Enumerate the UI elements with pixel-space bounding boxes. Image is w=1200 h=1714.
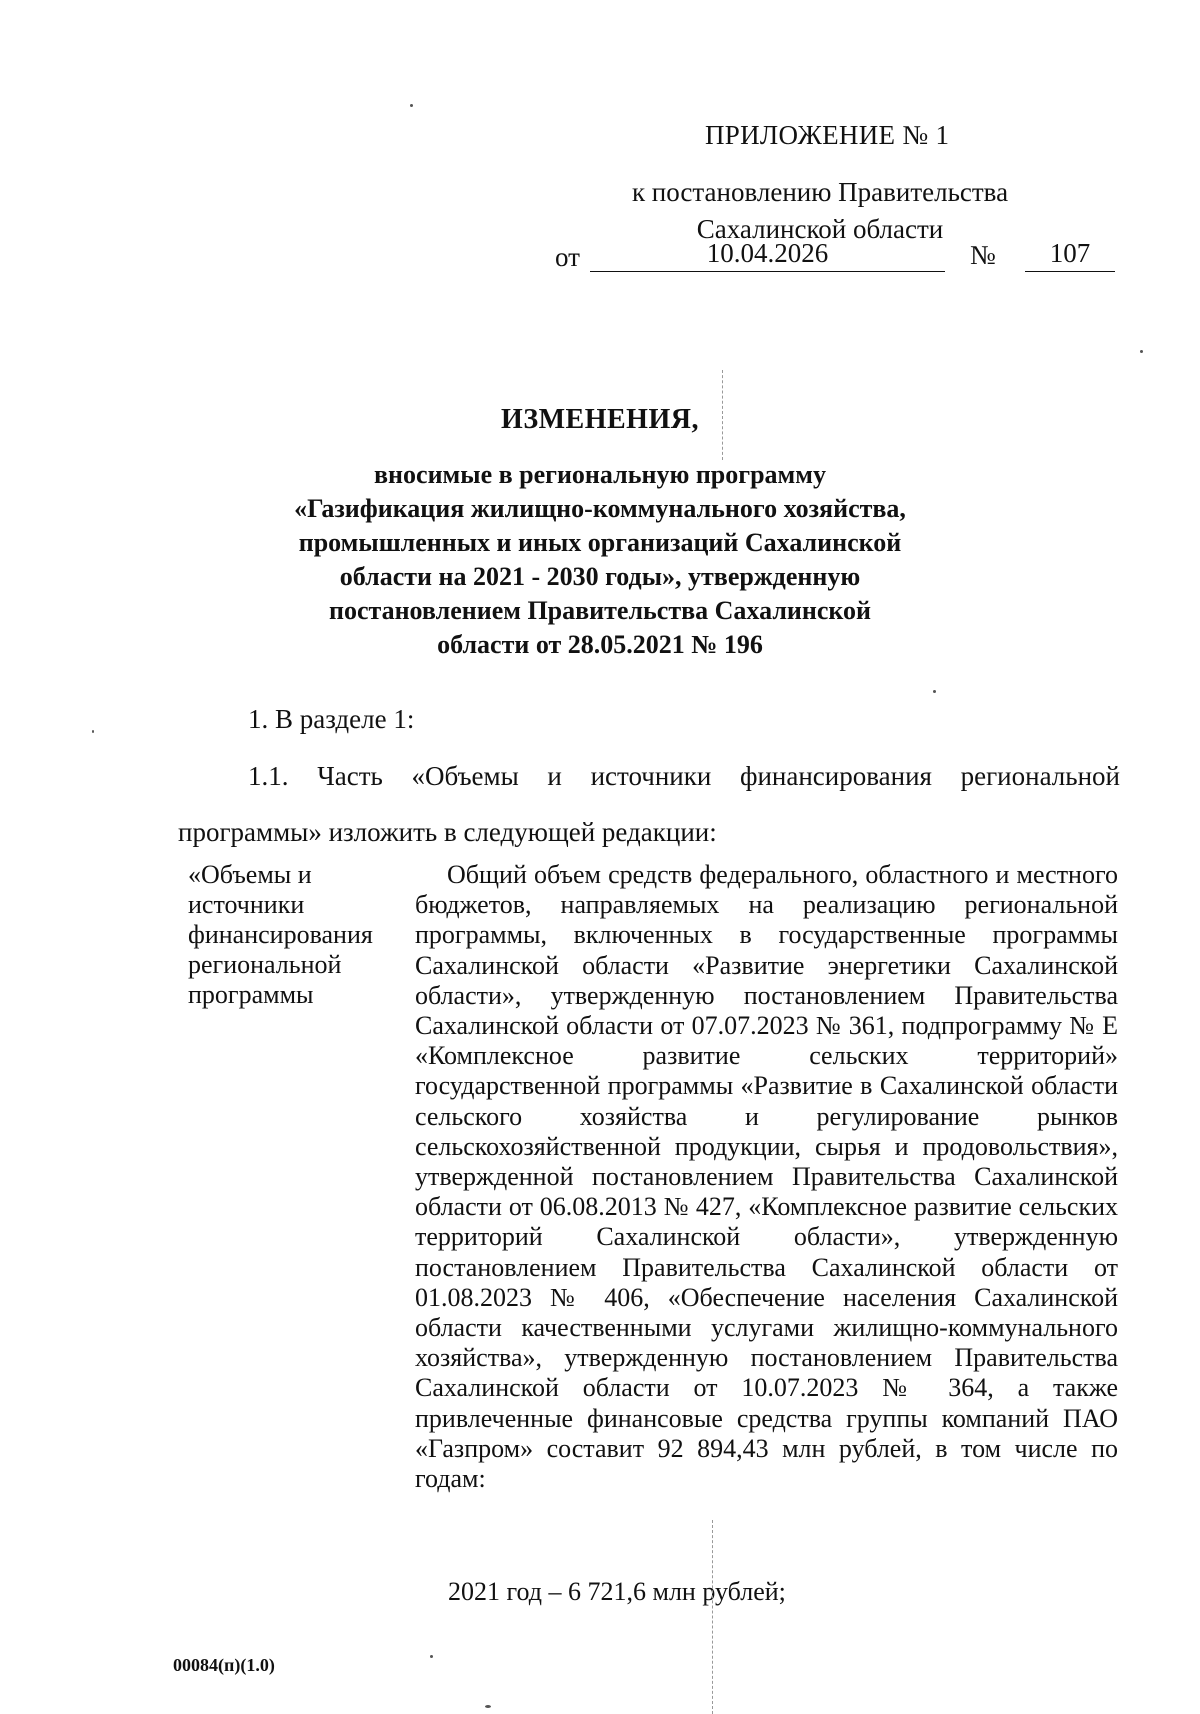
from-label: от [555, 242, 580, 272]
clause-text: 1.1. Часть «Объемы и источники финансирования региональной программы» изложить в следующей редакции: [178, 761, 1120, 847]
decree-number: 107 [1025, 238, 1115, 272]
scan-artifact-line [722, 370, 723, 460]
decree-reference [590, 174, 1050, 248]
year-2021-amount: 2021 год – 6 721,6 млн рублей; [448, 1577, 786, 1606]
appendix-heading: ПРИЛОЖЕНИЕ № 1 [705, 120, 950, 150]
decree-reference-line-2: Сахалинской области [696, 214, 944, 244]
date-number-line [555, 238, 1115, 278]
section-heading: 1. В разделе 1: [248, 704, 415, 734]
document-title: ИЗМЕНЕНИЯ, [501, 404, 699, 435]
decree-date: 10.04.2026 [590, 238, 945, 272]
scan-speck [92, 730, 94, 733]
scan-speck [430, 1655, 433, 1658]
scan-speck [410, 104, 413, 107]
scan-artifact-line [712, 1520, 713, 1714]
table-right-cell: Общий объем средств федерального, областного и местного бюджетов, направляемых на реализацию региональной программы, включенных в государственные программы Сахалинской области «Развитие энергетики Сахалинской области», утвержденную постановлением Правительства Сахалинской области от 07.07.2023 № 361, подпрограмму № Е «Комплексное развитие сельских территорий» государственной программы «Развитие в Сахалинской области сельского хозяйства и регулирование рынков сельскохозяйственной продукции, сырья и продовольствия», утвержденной постановлением Правительства Сахалинской области от 06.08.2013 № 427, «Комплексное развитие сельских территорий Сахалинской области», утвержденную постановлением Правительства Сахалинской области от 01.08.2023 № 406, «Обеспечение населения Сахалинской области качественными услугами жилищно-коммунального хозяйства», утвержденную постановлением Правительства Сахалинской области от 10.07.2023 № 364, а также привлеченные финансовые средства группы компаний ПАО «Газпром» составит 92 894,43 млн рублей, в том числе по годам: [415, 860, 1118, 1494]
form-code: 00084(п)(1.0) [173, 1655, 275, 1675]
scan-speck [933, 690, 936, 693]
scan-speck [485, 1705, 491, 1708]
decree-reference-line-1: к постановлению Правительства [631, 177, 1009, 207]
table-left-cell: «Объемы и источники финансирования региональной программы [188, 860, 373, 1009]
number-label: № [970, 240, 996, 270]
scan-speck [1140, 350, 1143, 353]
document-subtitle: вносимые в региональную программу «Газификация жилищно-коммунального хозяйства, промышленных и иных организаций Сахалинской области на 2021 - 2030 годы», утвержденную постановлением Правительства Сахалинской области от 28.05.2021 № 196 [294, 460, 906, 659]
